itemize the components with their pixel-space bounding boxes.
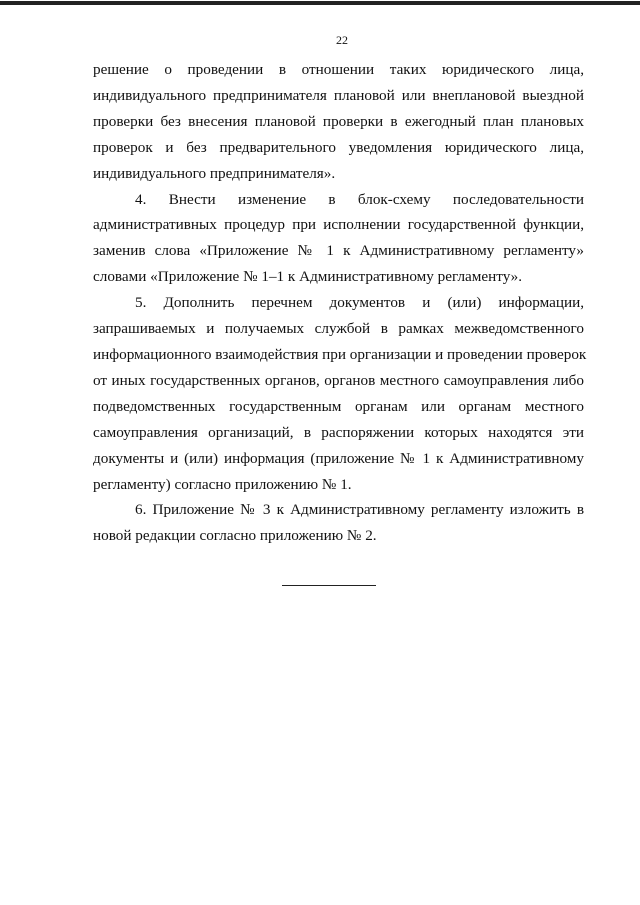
- text-line: самоуправления организаций, в распоряжении которых находятся эти: [93, 423, 584, 441]
- text-line: 4. Внести изменение в блок-схему последовательности: [135, 190, 584, 208]
- text-line: проверки без внесения плановой проверки в ежегодный план плановых: [93, 112, 584, 130]
- text-line: запрашиваемых и получаемых службой в рамках межведомственного: [93, 320, 584, 338]
- paragraph-item-5: [93, 290, 587, 497]
- text-line: проверок и без предварительного уведомления юридического лица,: [93, 138, 584, 156]
- document-body: [93, 57, 587, 549]
- page-number: 22: [336, 33, 348, 47]
- text-line: информационного взаимодействия при организации и проведении проверок: [93, 345, 587, 363]
- paragraph-item-4: [93, 187, 584, 291]
- text-line: индивидуального предпринимателя плановой или внеплановой выездной: [93, 86, 584, 104]
- end-separator-line: [282, 585, 376, 586]
- text-line: подведомственных государственным органам или органам местного: [93, 397, 584, 415]
- text-line: от иных государственных органов, органов местного самоуправления либо: [93, 371, 584, 389]
- text-line: индивидуального предпринимателя».: [93, 164, 336, 182]
- paragraph-item-6: [93, 497, 584, 549]
- text-line: новой редакции согласно приложению № 2.: [93, 527, 377, 545]
- text-line: словами «Приложение № 1–1 к Административному регламенту».: [93, 268, 523, 286]
- text-line: документы и (или) информация (приложение № 1 к Административному: [93, 449, 584, 467]
- paragraph-continuation: [93, 57, 584, 187]
- scan-top-edge: [0, 0, 640, 7]
- text-line: административных процедур при исполнении государственной функции,: [93, 216, 584, 234]
- text-line: заменив слова «Приложение № 1 к Административному регламенту»: [93, 242, 584, 260]
- text-line: решение о проведении в отношении таких юридического лица,: [93, 61, 584, 78]
- text-line: 6. Приложение № 3 к Административному регламенту изложить в: [135, 501, 584, 519]
- text-line: 5. Дополнить перечнем документов и (или) информации,: [135, 294, 584, 312]
- text-line: регламенту) согласно приложению № 1.: [93, 475, 352, 493]
